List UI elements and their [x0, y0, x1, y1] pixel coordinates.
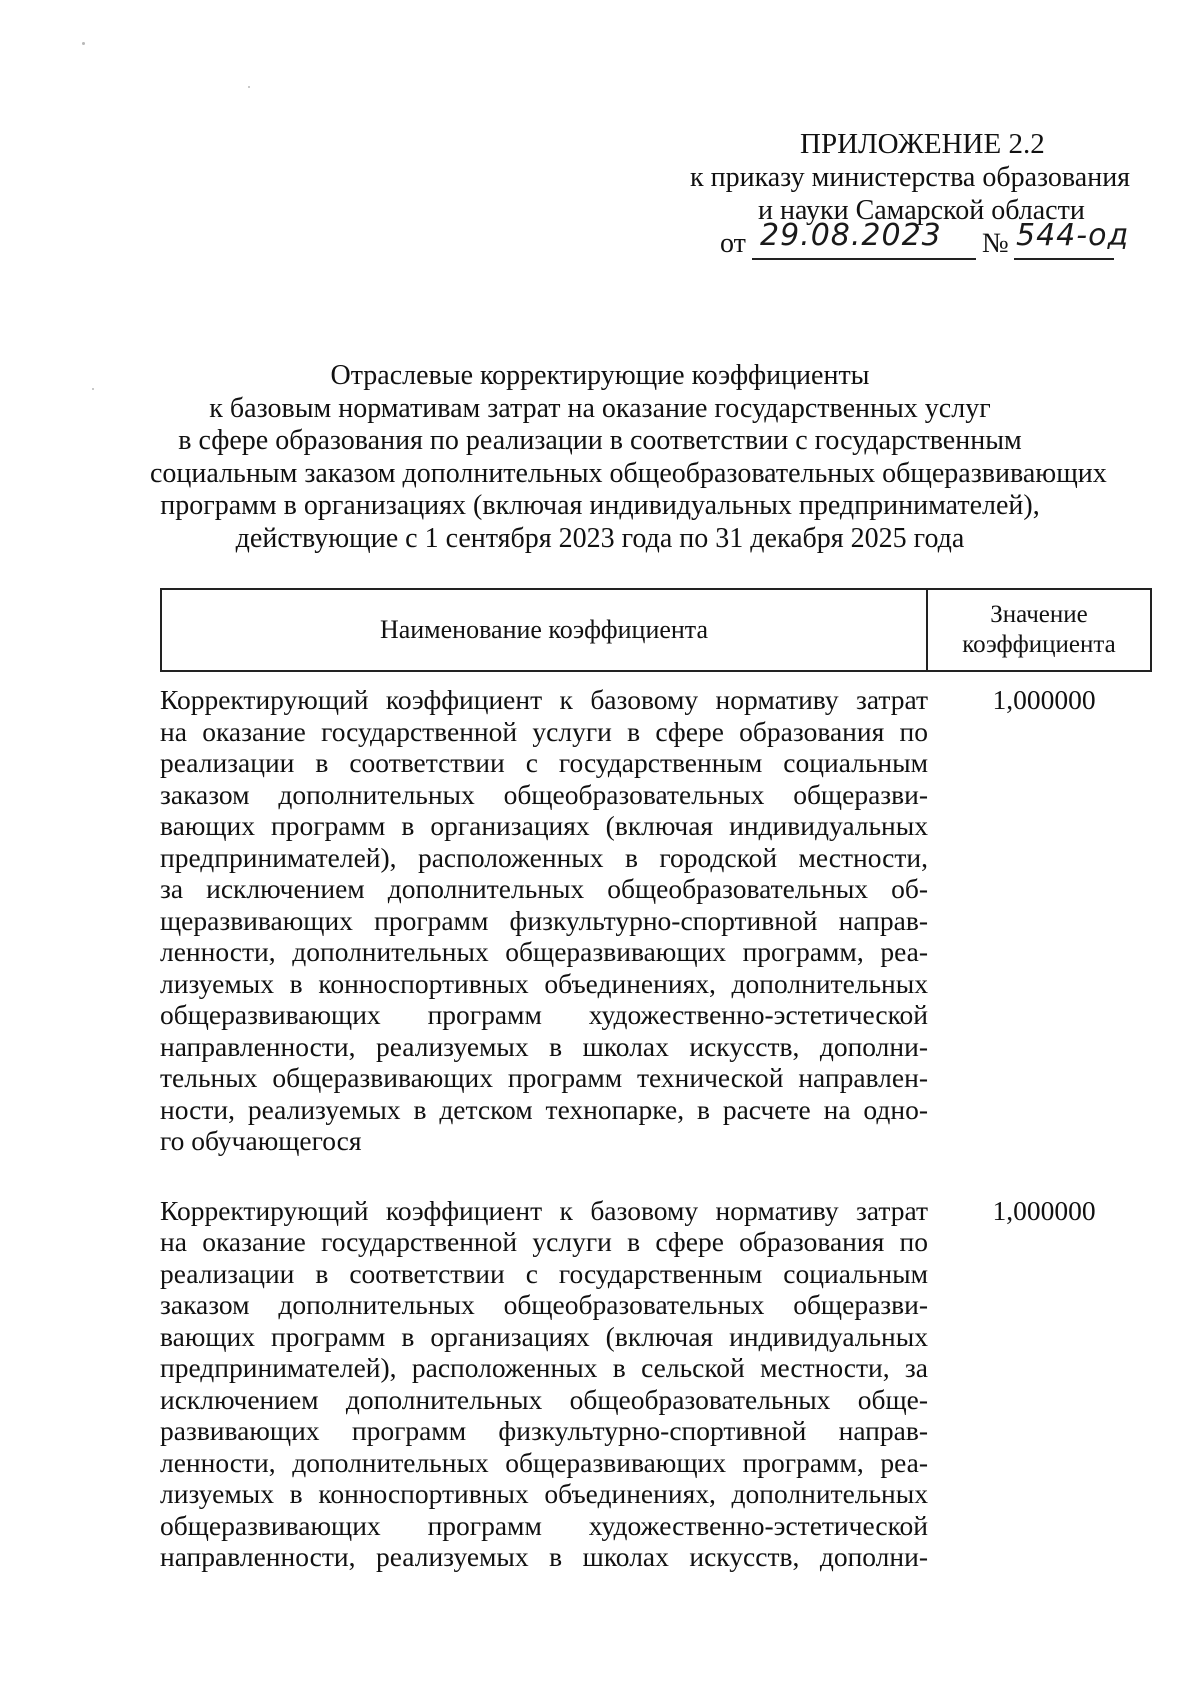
text-line: тельных общеразвивающих программ технической направлен- — [160, 1062, 928, 1093]
order-reference: к приказу министерства образования — [690, 162, 1131, 193]
text-line: заказом дополнительных общеобразовательных общеразви- — [160, 1289, 928, 1320]
title-line: социальным заказом дополнительных общеобразовательных общеразвивающих — [150, 457, 1107, 489]
text-line: направленности, реализуемых в школах искусств, дополни- — [160, 1541, 928, 1572]
text-line: вающих программ в организациях (включая индивидуальных — [160, 1320, 928, 1352]
text-line: Корректирующий коэффициент к базовому нормативу затрат — [160, 1194, 928, 1226]
text-line: предпринимателей), расположенных в сельской местности, за — [160, 1352, 928, 1383]
text-line: ности, реализуемых в детском технопарке, в расчете на одно- — [160, 1093, 928, 1125]
text-line: ленности, дополнительных общеразвивающих программ, реа- — [160, 1446, 928, 1478]
column-header-name: Наименование коэффициента — [162, 590, 928, 670]
number-underline — [1014, 258, 1114, 260]
text-line: Корректирующий коэффициент к базовому нормативу затрат — [160, 684, 928, 715]
number-prefix: № — [982, 228, 1009, 259]
coefficient-name — [160, 1195, 928, 1573]
text-line: реализации в соответствии с государственным социальным — [160, 1257, 928, 1289]
text-line: заказом дополнительных общеобразовательных общеразви- — [160, 778, 928, 810]
text-line: на оказание государственной услуги в сфере образования по — [160, 1226, 928, 1257]
title-line: Отраслевые корректирующие коэффициенты — [330, 360, 870, 391]
scan-speck — [248, 86, 250, 88]
column-header-value-line2: коэффициента — [962, 631, 1116, 658]
coefficient-value: 1,000000 — [992, 684, 1096, 715]
text-line: предпринимателей), расположенных в городской местности, — [160, 841, 928, 873]
ministry-name: и науки Самарской области — [758, 195, 1085, 226]
coefficient-name — [160, 684, 928, 1157]
text-line: лизуемых в конноспортивных объединениях, дополнительных — [160, 1478, 928, 1509]
text-line: ленности, дополнительных общеразвивающих программ, реа- — [160, 936, 928, 967]
title-line: действующие с 1 сентября 2023 года по 31 декабря 2025 года — [235, 522, 965, 554]
title-line: программ в организациях (включая индивидуальных предпринимателей), — [160, 490, 1040, 521]
appendix-label: ПРИЛОЖЕНИЕ 2.2 — [800, 128, 1045, 160]
scan-speck — [82, 42, 85, 45]
handwritten-number: 544-од — [1016, 218, 1130, 253]
text-line: го обучающегося — [160, 1125, 362, 1156]
coefficients-table — [160, 588, 1152, 1573]
appendix-header — [680, 128, 1140, 267]
table-row — [160, 684, 1152, 1157]
handwritten-date: 29.08.2023 — [760, 218, 942, 253]
date-underline — [752, 258, 976, 260]
text-line: исключением дополнительных общеобразовательных обще- — [160, 1383, 928, 1415]
text-line: щеразвивающих программ физкультурно-спортивной направ- — [160, 904, 928, 936]
text-line: общеразвивающих программ художественно-эстетической — [160, 1509, 928, 1541]
text-line: общеразвивающих программ художественно-эстетической — [160, 999, 928, 1030]
document-title — [150, 360, 1107, 555]
text-line: на оказание государственной услуги в сфере образования по — [160, 715, 928, 747]
text-line: лизуемых в конноспортивных объединениях, дополнительных — [160, 967, 928, 999]
scan-speck — [92, 388, 94, 390]
text-line: направленности, реализуемых в школах искусств, дополни- — [160, 1030, 928, 1062]
title-line: в сфере образования по реализации в соответствии с государственным — [178, 425, 1022, 456]
table-row — [160, 1195, 1152, 1573]
column-header-value-line1: Значение — [990, 601, 1088, 628]
text-line: вающих программ в организациях (включая индивидуальных — [160, 810, 928, 841]
table-header — [160, 588, 1152, 672]
text-line: реализации в соответствии с государственным социальным — [160, 747, 928, 778]
order-date-number — [680, 218, 1140, 267]
title-line: к базовым нормативам затрат на оказание государственных услуг — [209, 392, 991, 424]
text-line: за исключением дополнительных общеобразовательных об- — [160, 873, 928, 904]
column-header-value — [928, 590, 1150, 670]
coefficient-value: 1,000000 — [992, 1194, 1096, 1226]
date-prefix: от — [720, 228, 746, 259]
text-line: развивающих программ физкультурно-спортивной направ- — [160, 1415, 928, 1446]
